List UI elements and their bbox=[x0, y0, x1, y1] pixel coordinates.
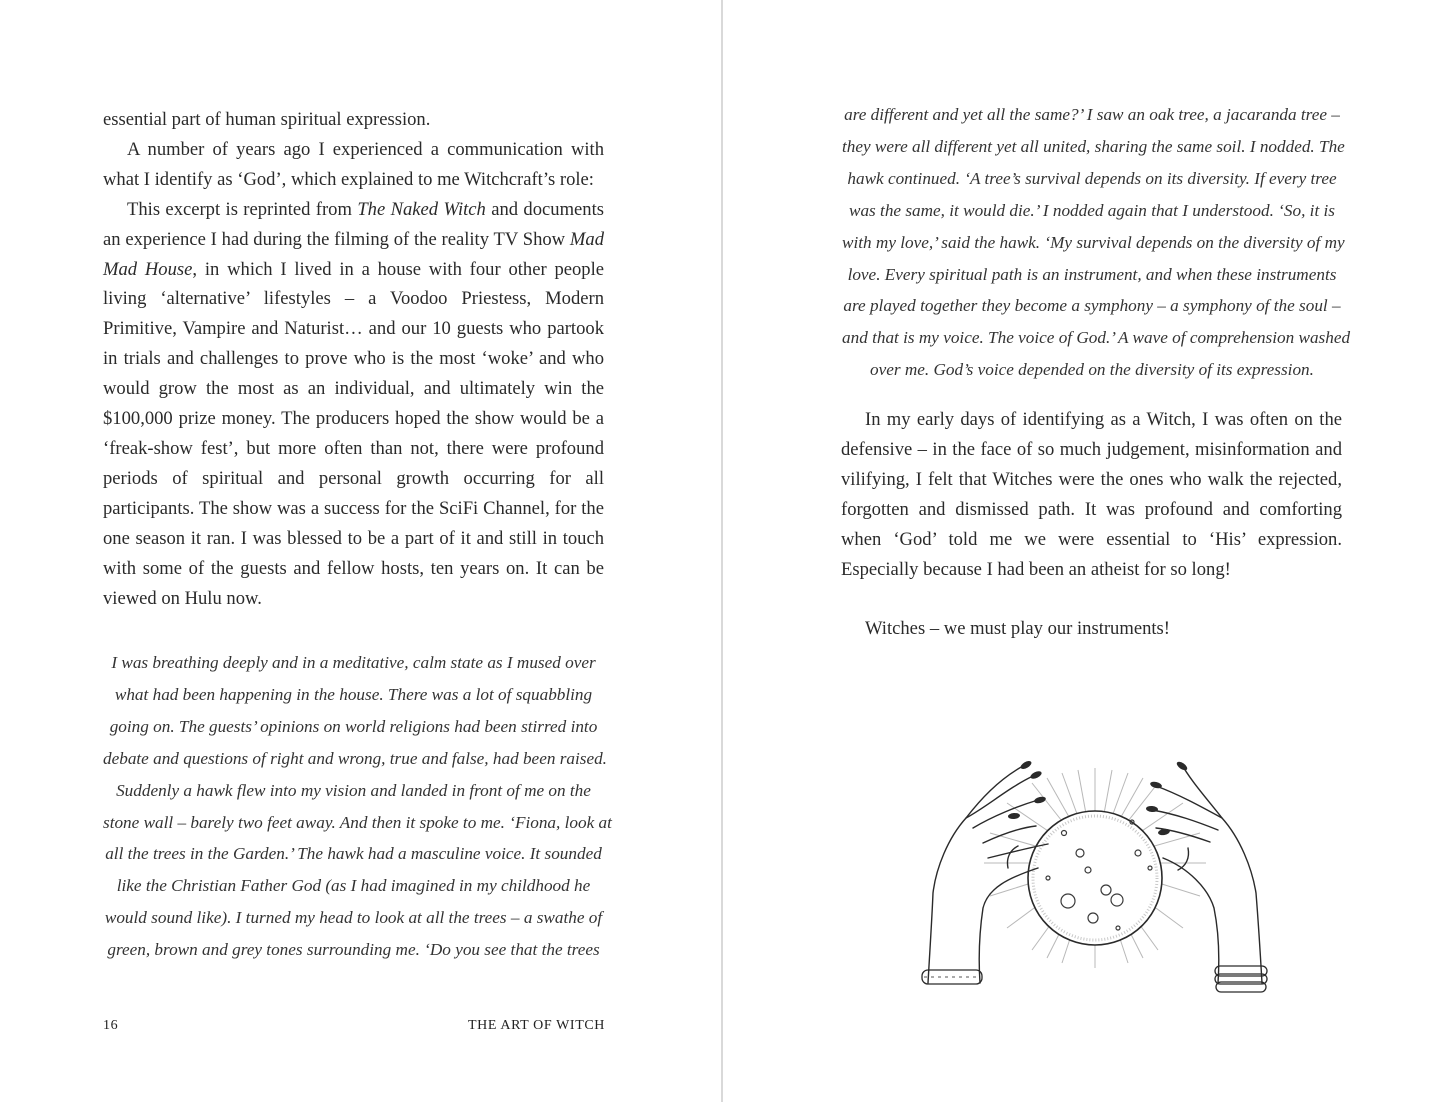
quote-line: like the Christian Father God (as I had imagined in my childhood he bbox=[116, 876, 591, 896]
block-quote bbox=[103, 647, 612, 966]
closing-line: Witches – we must play our instruments! bbox=[865, 618, 1170, 640]
quote-line: stone wall – barely two feet away. And then it spoke to me. ‘Fiona, look at bbox=[103, 812, 612, 832]
quote-line: with my love,’ said the hawk. ‘My survival depends on the diversity of my bbox=[842, 232, 1345, 252]
quote-line: green, brown and grey tones surrounding me. ‘Do you see that the trees bbox=[107, 940, 600, 960]
book-title: The Naked Witch bbox=[357, 198, 486, 220]
left-page-body bbox=[103, 105, 604, 613]
quote-line: love. Every spiritual path is an instrument, and when these instruments bbox=[847, 264, 1337, 284]
quote-line: debate and questions of right and wrong, true and false, had been raised. bbox=[103, 748, 607, 768]
text-run: This excerpt is reprinted from bbox=[127, 198, 358, 220]
excerpt-intro-paragraph bbox=[103, 195, 604, 614]
crystal-ball-hands-illustration bbox=[888, 718, 1302, 1016]
paragraph: essential part of human spiritual expression. bbox=[103, 109, 431, 130]
block-quote-continued bbox=[842, 99, 1351, 386]
crystal-ball-icon bbox=[888, 718, 1302, 1016]
text-run: and documents an experience I had during the filming of the reality TV Show bbox=[103, 198, 604, 250]
paragraph: In my early days of identifying as a Witch, I was often on the defensive – in the face of so much judgement, misinformation and vilifying, I felt that Witches were the ones who walk the rejected, forgotten and dismissed path. It was profound and comforting when ‘God’ told me we were essential to ‘His’ expression. Especially because I had been an atheist for so long! bbox=[841, 409, 1342, 580]
quote-line: what had been happening in the house. There was a lot of squabbling bbox=[114, 684, 593, 704]
quote-line: going on. The guests’ opinions on world religions had been stirred into bbox=[109, 716, 598, 736]
quote-line: over me. God’s voice depended on the diversity of its expression. bbox=[870, 360, 1314, 380]
paragraph: A number of years ago I experienced a communication with what I identify as ‘God’, which explained to me Witchcraft’s role: bbox=[103, 138, 604, 190]
left-page bbox=[0, 0, 722, 1102]
running-title: THE ART OF WITCH bbox=[468, 1018, 605, 1033]
right-page-body bbox=[841, 405, 1342, 644]
quote-line: they were all different yet all united, sharing the same soil. I nodded. The bbox=[842, 136, 1345, 156]
show-title: Mad Mad House bbox=[103, 228, 604, 280]
quote-line: are played together they become a symphony – a symphony of the soul – bbox=[843, 296, 1341, 316]
quote-line: would sound like). I turned my head to look at all the trees – a swathe of bbox=[104, 908, 603, 928]
quote-line: was the same, it would die.’ I nodded again that I understood. ‘So, it is bbox=[849, 200, 1335, 220]
quote-line: all the trees in the Garden.’ The hawk had a masculine voice. It sounded bbox=[105, 844, 602, 864]
quote-line: I was breathing deeply and in a meditative, calm state as I mused over bbox=[111, 653, 596, 672]
quote-line: Suddenly a hawk flew into my vision and landed in front of me on the bbox=[116, 780, 591, 800]
text-run: , in which I lived in a house with four other people living ‘alternative’ lifestyles – a Voodoo Priestess, Modern Primitive, Vampire and Naturist… and our 10 guests who partook in trials and challenges to prove who is the most ‘woke’ and who would grow the most as an individual, and ultimately win the $100,000 prize money. The producers hoped the show would be a ‘freak-show fest’, but more often than not, there were profound periods of spiritual and personal growth occurring for all participants. The show was a success for the SciFi Channel, for the one season it ran. I was blessed to be a part of it and still in touch with some of the guests and fellow hosts, ten years on. It can be viewed on Hulu now. bbox=[103, 258, 605, 609]
quote-line: are different and yet all the same?’ I saw an oak tree, a jacaranda tree – bbox=[844, 105, 1340, 124]
page-number: 16 bbox=[103, 1018, 119, 1033]
quote-line: hawk continued. ‘A tree’s survival depends on its diversity. If every tree bbox=[847, 168, 1337, 188]
quote-line: and that is my voice. The voice of God.’ A wave of comprehension washed bbox=[842, 328, 1351, 348]
